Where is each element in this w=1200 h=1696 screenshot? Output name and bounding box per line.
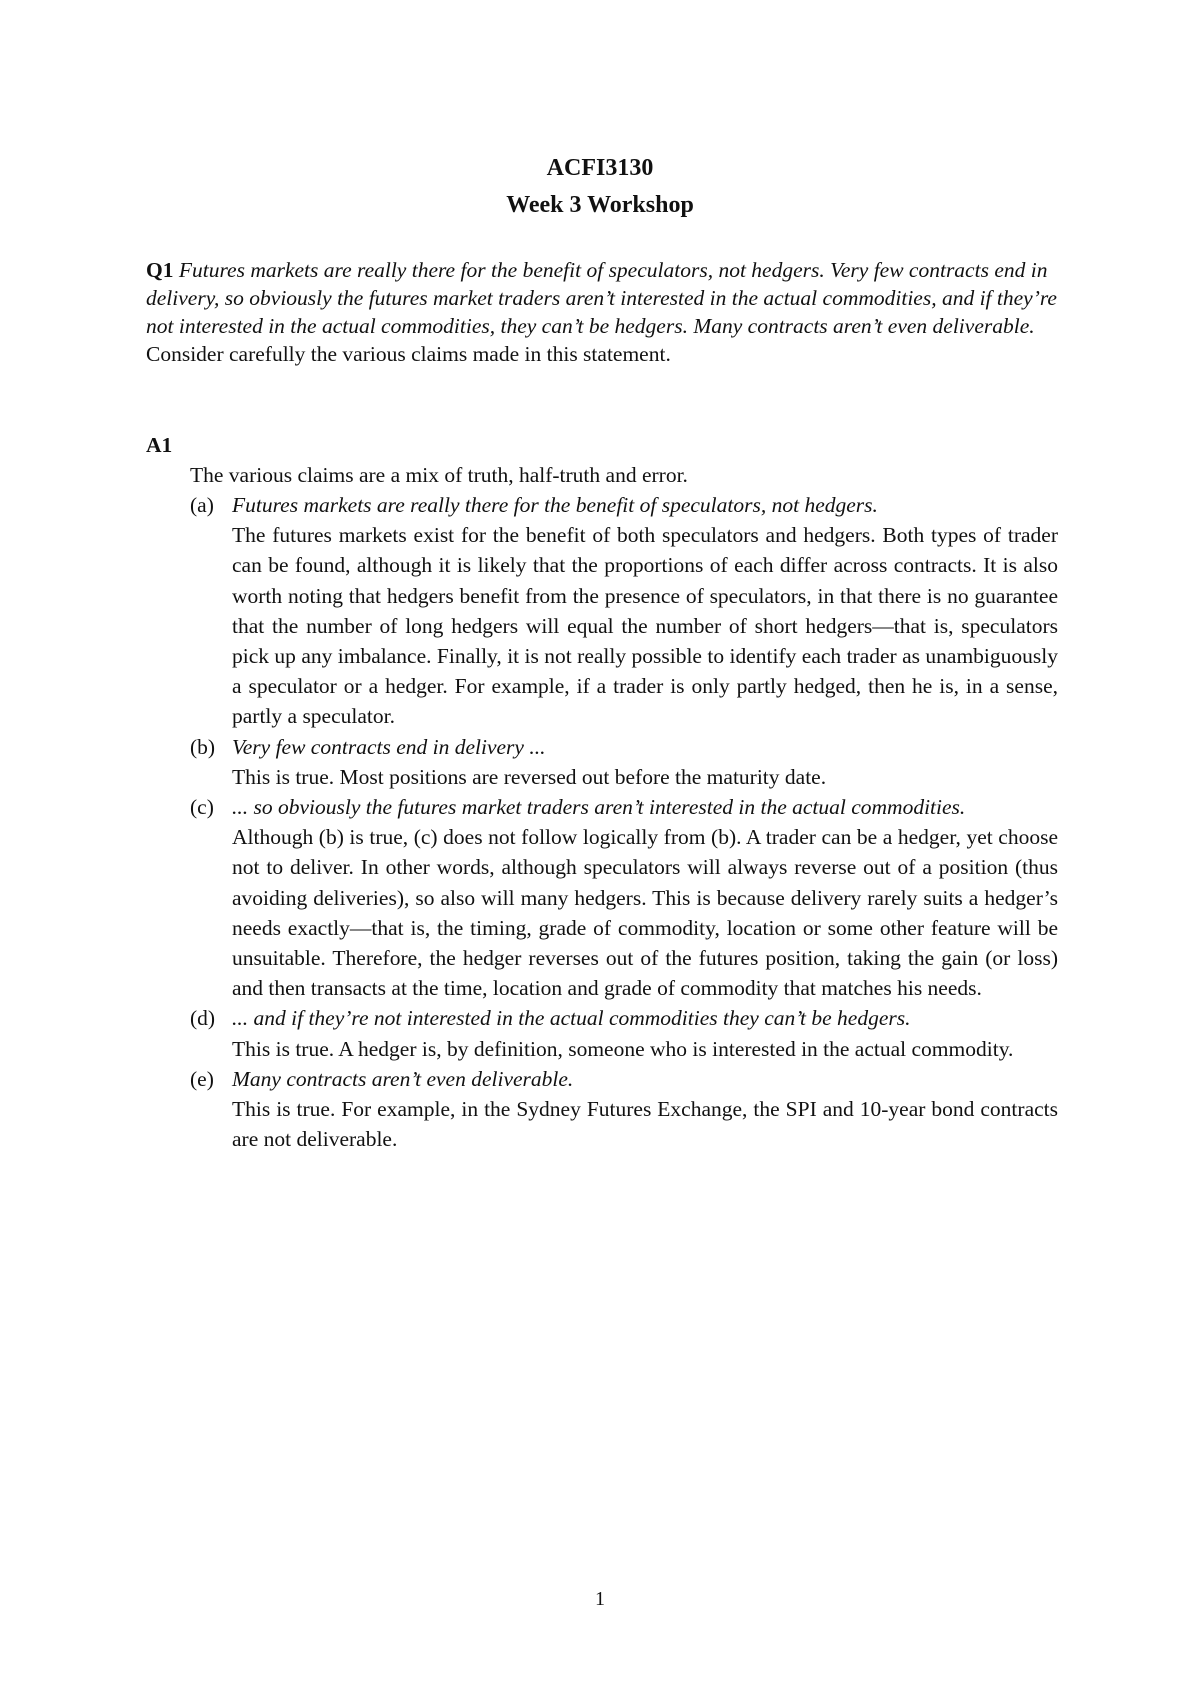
answer-label: A1 — [146, 433, 173, 457]
question-block — [146, 256, 1058, 368]
answer-item-a — [146, 490, 1058, 732]
item-marker: (b) — [190, 734, 216, 759]
item-response: Although (b) is true, (c) does not follow logically from (b). A trader can be a hedger, yet choose not to deliver. In other words, although speculators will always reverse out of a position (thus avoiding deliveries), so also will many hedgers. This is because delivery rarely suits a hedger’s needs exactly—that is, the timing, grade of commodity, location or some other feature will be unsuitable. Therefore, the hedger reverses out of the futures position, taking the gain (or loss) and then transacts at the time, location and grade of commodity that matches his needs. — [232, 825, 1058, 1001]
answer-item-e — [146, 1064, 1058, 1155]
item-marker: (d) — [190, 1006, 216, 1031]
answer-items — [146, 490, 1058, 1154]
item-response: The futures markets exist for the benefit of both speculators and hedgers. Both types of trader can be found, although it is likely that the proportions of each differ across contracts. It is also worth noting that hedgers benefit from the presence of speculators, in that there is no guarantee that the number of long hedgers will equal the number of short hedgers—that is, speculators pick up any imbalance. Finally, it is not really possible to identify each trader as unambiguously a speculator or a hedger. For example, if a trader is only partly hedged, then he is, in a sense, partly a speculator. — [232, 523, 1058, 729]
page-number: 1 — [595, 1588, 605, 1610]
item-marker: (e) — [190, 1066, 214, 1091]
course-code: ACFI3130 — [546, 155, 654, 181]
workshop-title: Week 3 Workshop — [506, 192, 694, 218]
question-label: Q1 — [146, 258, 174, 282]
answer-intro: The various claims are a mix of truth, half-truth and error. — [190, 463, 688, 487]
item-claim: Very few contracts end in delivery ... — [232, 734, 546, 759]
item-claim: Many contracts aren’t even deliverable. — [232, 1066, 574, 1091]
item-claim: ... so obviously the futures market traders aren’t interested in the actual commodities. — [232, 795, 966, 820]
item-response: This is true. Most positions are reversed out before the maturity date. — [232, 764, 827, 789]
item-response: This is true. For example, in the Sydney Futures Exchange, the SPI and 10-year bond contracts are not deliverable. — [232, 1097, 1058, 1152]
item-marker: (a) — [190, 493, 214, 517]
answer-item-c — [146, 792, 1058, 1003]
item-response: This is true. A hedger is, by definition, someone who is interested in the actual commodity. — [232, 1036, 1014, 1061]
question-instruction: Consider carefully the various claims made in this statement. — [146, 342, 671, 366]
item-marker: (c) — [190, 795, 214, 820]
item-claim: ... and if they’re not interested in the actual commodities they can’t be hedgers. — [232, 1006, 911, 1031]
answer-item-b — [146, 732, 1058, 792]
title-block — [0, 150, 1200, 224]
question-text: Futures markets are really there for the benefit of speculators, not hedgers. Very few contracts end in delivery, so obviously the futures market traders aren’t interested in the actual commodities, and if they’re not interested in the actual commodities, they can’t be hedgers. Many contracts aren’t even deliverable. — [146, 258, 1057, 338]
answer-item-d — [146, 1003, 1058, 1063]
item-claim: Futures markets are really there for the benefit of speculators, not hedgers. — [232, 493, 878, 517]
